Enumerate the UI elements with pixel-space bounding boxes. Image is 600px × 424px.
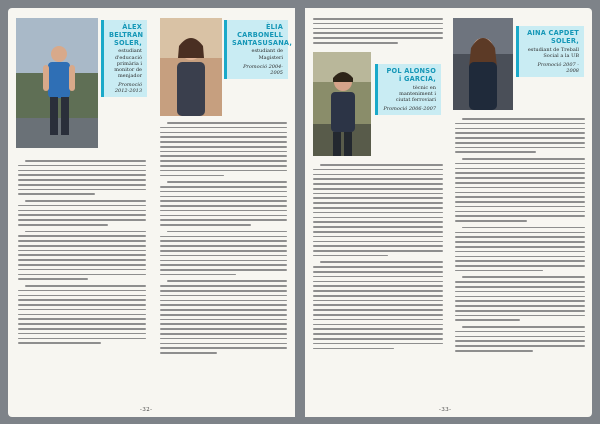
article-pol-text <box>313 164 443 352</box>
profile-role: estudiant de Treball Social a la UB <box>527 46 579 59</box>
photo-alex-beltran <box>16 18 98 148</box>
page-right <box>305 8 592 417</box>
article-elia-continued-text <box>313 18 443 47</box>
article-aina-text <box>455 118 585 355</box>
page-left <box>8 8 295 417</box>
page-number: -33- <box>439 407 452 413</box>
profile-name: AINA CAPDET SOLER, <box>527 29 579 45</box>
profile-role: tècnic en manteniment i ciutat ferroviari <box>395 84 436 103</box>
article-elia-text <box>160 122 287 357</box>
photo-aina-capdet <box>453 18 513 110</box>
profile-promotion: Promoció 2004-2005 <box>243 63 283 76</box>
profile-promotion: Promoció 2006-2007 <box>383 106 436 113</box>
photo-elia-carbonell <box>160 18 222 116</box>
profile-card-alex-beltran <box>101 20 147 97</box>
page-number: -32- <box>140 407 153 413</box>
profile-name: ÀLEX BELTRAN SOLER, <box>109 23 144 47</box>
article-alex-text <box>18 160 146 347</box>
photo-pol-alonso <box>313 52 371 156</box>
profile-promotion: Promoció 2012-2013 <box>114 82 142 95</box>
profile-role: estudiant de Magisteri <box>251 48 283 61</box>
profile-card-elia-carbonell <box>224 20 293 79</box>
profile-name: ÈLIA CARBONELL SANTASUSANA, <box>232 23 293 47</box>
profile-role: estudiant d'educació primària i monitor de menjador <box>114 48 142 80</box>
profile-name: POL ALONSO i GARCIA, <box>386 67 436 83</box>
profile-promotion: Promoció 2007 - 2008 <box>537 62 579 74</box>
profile-card-aina-capdet <box>516 26 584 77</box>
profile-card-pol-alonso <box>375 64 441 115</box>
